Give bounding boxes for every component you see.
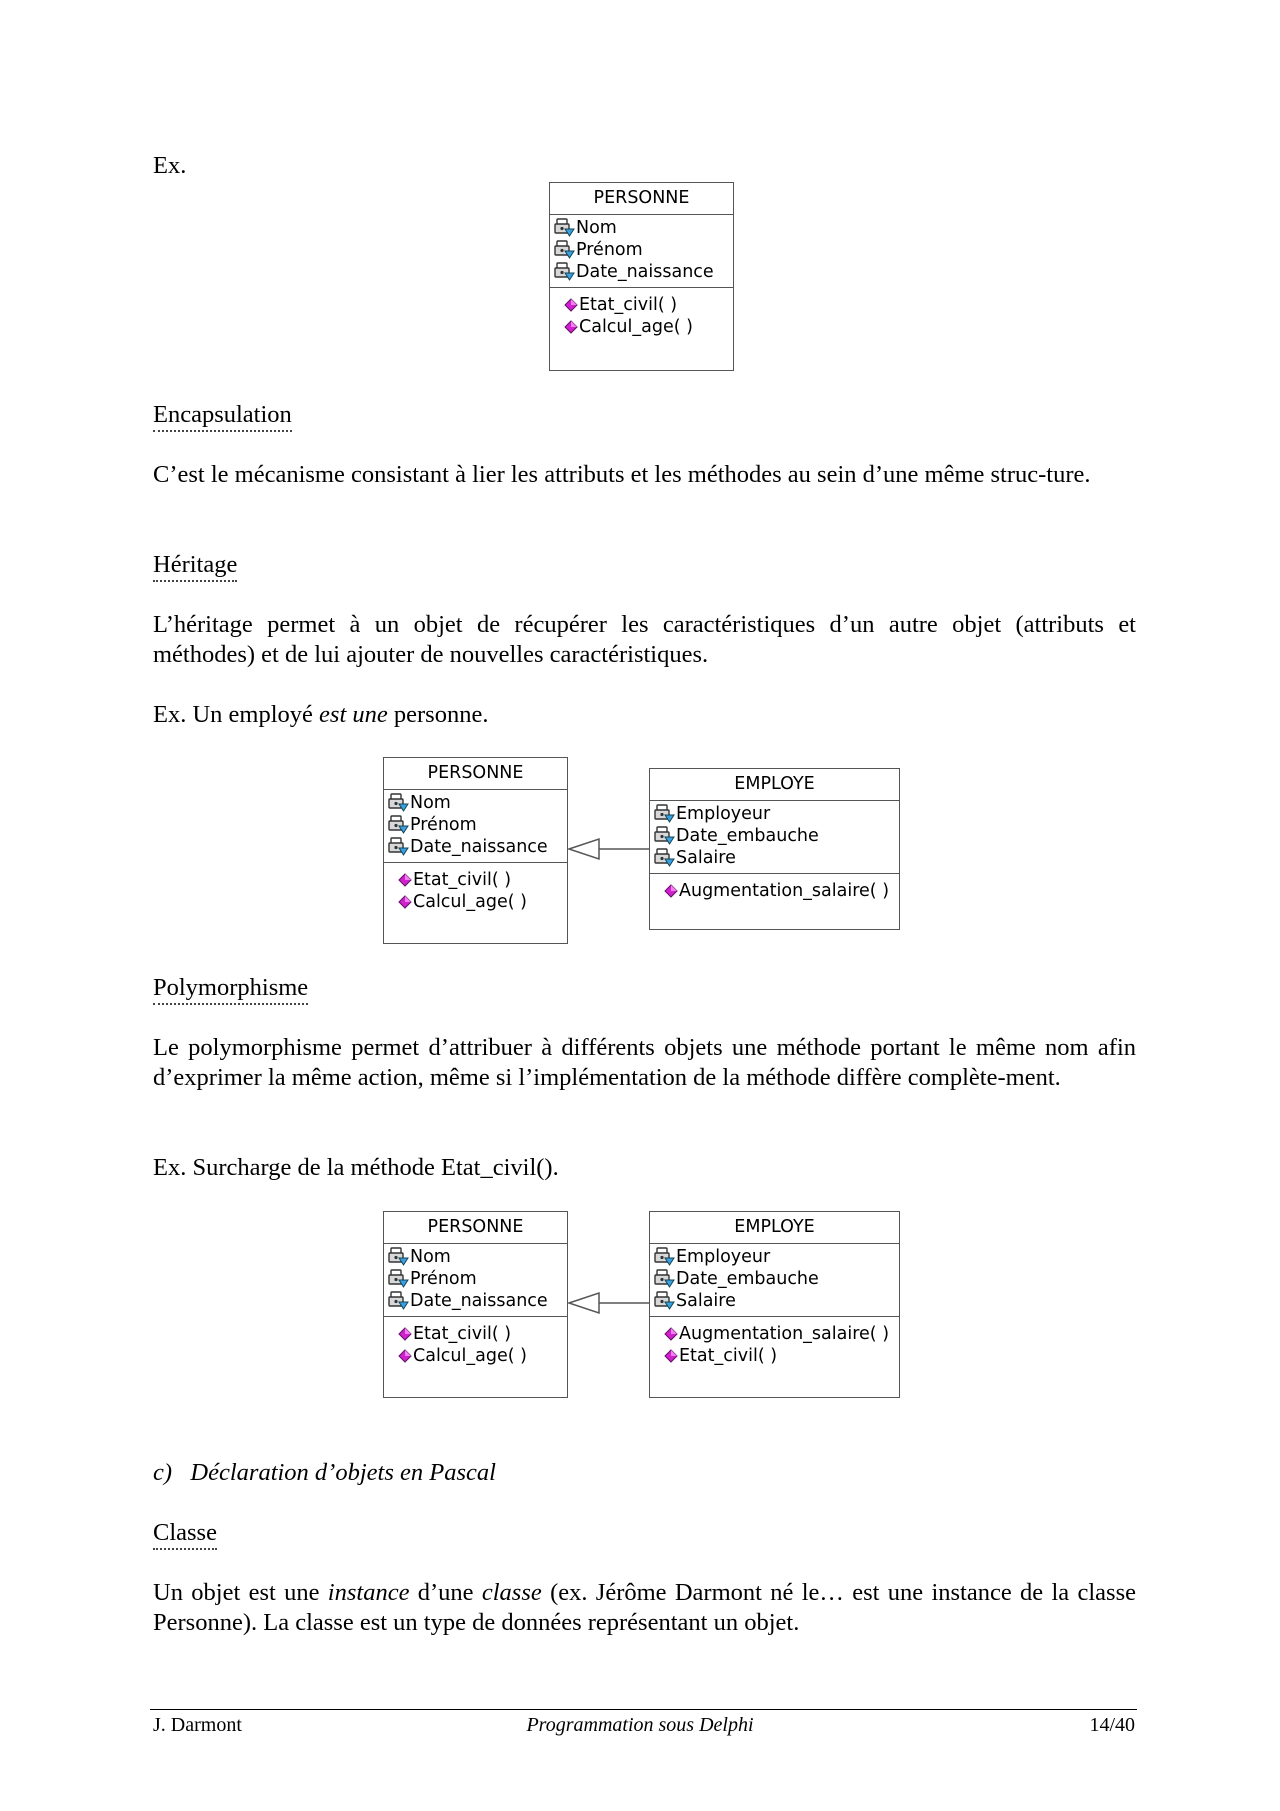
footer-page-number: 14/40: [1089, 1714, 1135, 1736]
class-name: PERSONNE: [550, 183, 733, 215]
attribute-row: [654, 803, 899, 825]
method-label: Augmentation_salaire( ): [679, 881, 890, 901]
attribute-list: [384, 1244, 567, 1317]
attribute-row: [654, 847, 899, 869]
attribute-row: [388, 1246, 567, 1268]
attribute-row: [654, 1268, 899, 1290]
encapsulation-text: C’est le mécanisme consistant à lier les attributs et les méthodes au sein d’une même struc-ture.: [153, 461, 1091, 488]
method-row: [664, 1323, 899, 1345]
class-box-personne: [383, 1211, 568, 1398]
method-icon: [398, 895, 412, 909]
heritage-text: L’héritage permet à un objet de récupérer les caractéristiques d’un autre objet (attributs et méthodes) et de lui ajouter de nouvelles caractéristiques.: [153, 611, 1136, 668]
attribute-row: [654, 825, 899, 847]
method-list: [384, 1317, 567, 1371]
attribute-row: [388, 1290, 567, 1312]
encapsulation-heading: Encapsulation: [153, 400, 292, 432]
attribute-list: [384, 790, 567, 863]
attribute-label: Employeur: [676, 1247, 771, 1267]
method-icon: [398, 1349, 412, 1363]
method-row: [564, 316, 733, 338]
method-label: Calcul_age( ): [413, 892, 527, 912]
method-row: [398, 891, 567, 913]
method-icon: [664, 1327, 678, 1341]
attribute-row: [554, 239, 733, 261]
classe-heading: Classe: [153, 1518, 217, 1550]
method-list: [550, 288, 733, 342]
inheritance-arrow: [567, 1290, 651, 1316]
attribute-icon: [654, 848, 676, 868]
method-icon: [664, 884, 678, 898]
attribute-label: Date_embauche: [676, 1269, 819, 1289]
classe-text-2: d’une: [409, 1579, 482, 1606]
attribute-label: Salaire: [676, 848, 736, 868]
attribute-row: [388, 836, 567, 858]
class-name: PERSONNE: [384, 1212, 567, 1244]
heritage-example-prefix: Ex. Un employé: [153, 701, 320, 728]
attribute-label: Date_embauche: [676, 826, 819, 846]
attribute-label: Prénom: [410, 1269, 477, 1289]
class-name: PERSONNE: [384, 758, 567, 790]
section-heading-c: c) Déclaration d’objets en Pascal: [153, 1459, 496, 1486]
attribute-icon: [654, 826, 676, 846]
classe-text-instance: instance: [327, 1579, 410, 1606]
attribute-row: [654, 1246, 899, 1268]
method-list: [650, 874, 899, 906]
method-icon: [564, 298, 578, 312]
method-label: Augmentation_salaire( ): [679, 1324, 890, 1344]
footer-rule: [150, 1709, 1137, 1710]
method-label: Etat_civil( ): [413, 870, 512, 890]
method-list: [650, 1317, 899, 1371]
method-icon: [664, 1349, 678, 1363]
class-name: EMPLOYE: [650, 1212, 899, 1244]
classe-text-classe: classe: [481, 1579, 542, 1606]
method-row: [398, 1345, 567, 1367]
attribute-icon: [388, 1269, 410, 1289]
example-label: Ex.: [153, 152, 187, 179]
class-box-employe: [649, 1211, 900, 1398]
attribute-label: Salaire: [676, 1291, 736, 1311]
class-box-employe: [649, 768, 900, 930]
attribute-icon: [388, 1247, 410, 1267]
method-row: [664, 880, 899, 902]
method-row: [398, 869, 567, 891]
method-list: [384, 863, 567, 917]
attribute-row: [654, 1290, 899, 1312]
classe-text-1: Un objet est une: [153, 1579, 328, 1606]
class-name: EMPLOYE: [650, 769, 899, 801]
attribute-icon: [388, 815, 410, 835]
attribute-icon: [388, 1291, 410, 1311]
attribute-row: [388, 792, 567, 814]
attribute-label: Employeur: [676, 804, 771, 824]
attribute-row: [554, 217, 733, 239]
attribute-icon: [654, 1269, 676, 1289]
attribute-icon: [388, 837, 410, 857]
footer-title: Programmation sous Delphi: [526, 1714, 754, 1736]
attribute-label: Date_naissance: [410, 837, 548, 857]
attribute-icon: [654, 804, 676, 824]
polymorphisme-text: Le polymorphisme permet d’attribuer à différents objets une méthode portant le même nom afin d’exprimer la même action, même si l’implémentation de la méthode diffère complète-ment.: [153, 1034, 1136, 1091]
attribute-list: [650, 1244, 899, 1317]
footer-author: J. Darmont: [153, 1714, 242, 1736]
class-box-personne: [383, 757, 568, 944]
class-box-personne: [549, 182, 734, 371]
attribute-label: Date_naissance: [410, 1291, 548, 1311]
method-row: [664, 1345, 899, 1367]
attribute-icon: [554, 262, 576, 282]
inheritance-arrow: [567, 836, 651, 862]
attribute-label: Prénom: [410, 815, 477, 835]
attribute-label: Nom: [576, 218, 617, 238]
method-icon: [564, 320, 578, 334]
method-row: [398, 1323, 567, 1345]
classe-text: [153, 1578, 1136, 1638]
method-icon: [398, 1327, 412, 1341]
attribute-icon: [654, 1291, 676, 1311]
attribute-label: Prénom: [576, 240, 643, 260]
method-icon: [398, 873, 412, 887]
attribute-row: [388, 1268, 567, 1290]
method-row: [564, 294, 733, 316]
heritage-heading: Héritage: [153, 550, 237, 582]
method-label: Calcul_age( ): [579, 317, 693, 337]
method-label: Etat_civil( ): [579, 295, 678, 315]
attribute-icon: [388, 793, 410, 813]
heritage-example-italic: est une: [319, 701, 388, 728]
method-label: Etat_civil( ): [413, 1324, 512, 1344]
polymorphisme-example: Ex. Surcharge de la méthode Etat_civil().: [153, 1154, 559, 1181]
attribute-list: [650, 801, 899, 874]
attribute-icon: [554, 218, 576, 238]
attribute-icon: [554, 240, 576, 260]
method-label: Calcul_age( ): [413, 1346, 527, 1366]
classe-text-3: (ex. Jérôme Darmont né le… est une instance de la classe Personne). La classe est un type de données représentant un objet.: [153, 1579, 1136, 1636]
attribute-label: Date_naissance: [576, 262, 714, 282]
attribute-label: Nom: [410, 1247, 451, 1267]
attribute-row: [388, 814, 567, 836]
polymorphisme-heading: Polymorphisme: [153, 973, 308, 1005]
attribute-icon: [654, 1247, 676, 1267]
attribute-row: [554, 261, 733, 283]
attribute-label: Nom: [410, 793, 451, 813]
method-label: Etat_civil( ): [679, 1346, 778, 1366]
attribute-list: [550, 215, 733, 288]
heritage-example-suffix: personne.: [387, 701, 489, 728]
heritage-example: [153, 700, 488, 730]
